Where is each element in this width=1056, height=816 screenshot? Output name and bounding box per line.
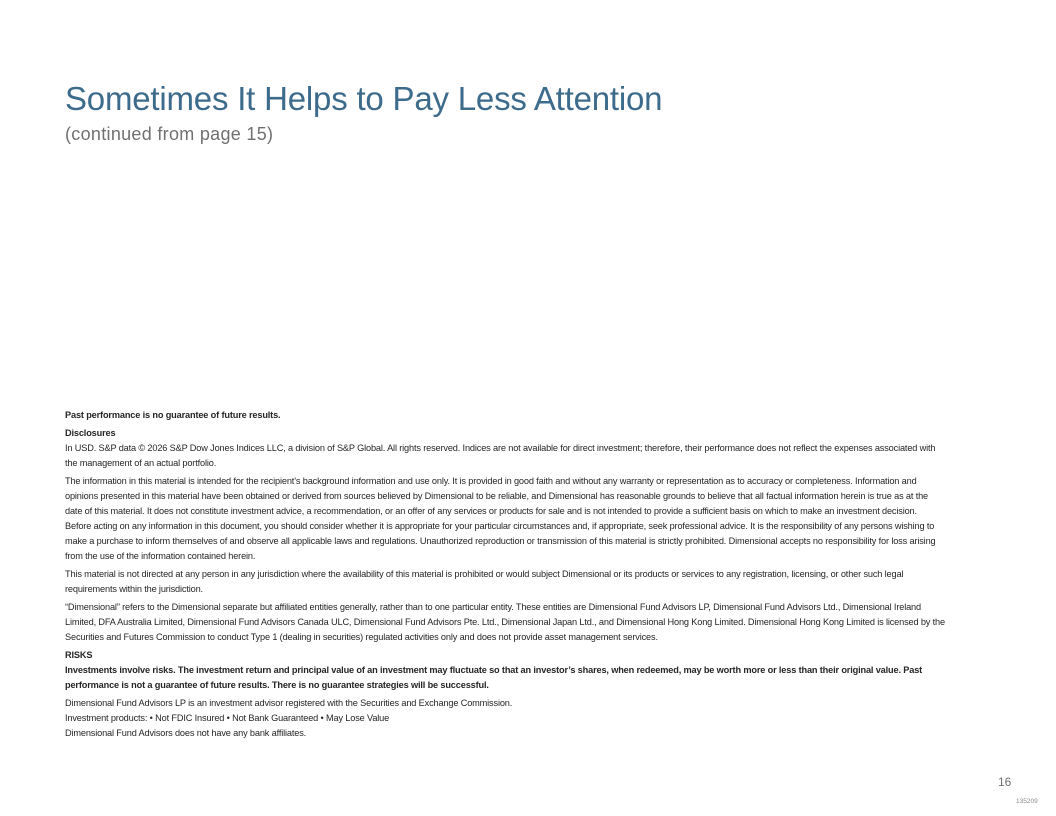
- risks-heading: RISKS: [65, 650, 93, 660]
- information-notice-text: The information in this material is intended for the recipient’s background information and use only. It is provided in good faith and without any warranty or representation as to accuracy or completeness. Information and opinions presented in this material have been obtained or derived from sources believed by Dimensional to be reliable, and Dimensional has reasonable grounds to believe that all factual information herein is true as at the date of this material. It does not constitute investment advice, a recommendation, or an offer of any services or products for sale and is not intended to provide a sufficient basis on which to make an investment decision. Before acting on any information in this document, you should consider whether it is appropriate for your particular circumstances and, if appropriate, seek professional advice. It is the responsibility of any persons wishing to make a purchase to inform themselves of and observe all applicable laws and regulations. Unauthorized reproduction or transmission of this material is strictly prohibited. Dimensional accepts no responsibility for loss arising from the use of the information contained herein.: [65, 476, 936, 561]
- data-source-text: In USD. S&P data © 2026 S&P Dow Jones Indices LLC, a division of S&P Global. All rights reserved. Indices are not available for direct investment; therefore, their performance does not reflect the expenses associated with the management of an actual portfolio.: [65, 443, 936, 468]
- disclosures-heading: Disclosures: [65, 428, 116, 438]
- past-performance-notice: Past performance is no guarantee of future results.: [65, 410, 281, 420]
- investment-products-text: Investment products: • Not FDIC Insured • Not Bank Guaranteed • May Lose Value: [65, 713, 390, 723]
- entities-text: “Dimensional” refers to the Dimensional separate but affiliated entities generally, rather than to one particular entity. These entities are Dimensional Fund Advisors LP, Dimensional Fund Advisors Ltd., Dimensional Ireland Limited, DFA Australia Limited, Dimensional Fund Advisors Canada ULC, Dimensional Fund Advisors Pte. Ltd., Dimensional Japan Ltd., and Dimensional Hong Kong Limited. Dimensional Hong Kong Limited is licensed by the Securities and Futures Commission to conduct Type 1 (dealing in securities) regulated activities only and does not provide asset management services.: [65, 602, 945, 642]
- page-number: 16: [998, 775, 1012, 789]
- registration-text: Dimensional Fund Advisors LP is an investment advisor registered with the Securities and Exchange Commission.: [65, 698, 513, 708]
- risks-text: Investments involve risks. The investment return and principal value of an investment may fluctuate so that an investor’s shares, when redeemed, may be worth more or less than their original value. Past performance is not a guarantee of future results. There is no guarantee strategies will be successful.: [65, 665, 923, 690]
- jurisdiction-text: This material is not directed at any person in any jurisdiction where the availability of this material is prohibited or would subject Dimensional or its products or services to any registration, licensing, or other such legal requirements within the jurisdiction.: [65, 569, 904, 594]
- page-title: Sometimes It Helps to Pay Less Attention: [65, 80, 663, 117]
- document-code: 135209: [1016, 798, 1038, 805]
- bank-affiliates-text: Dimensional Fund Advisors does not have any bank affiliates.: [65, 728, 307, 738]
- disclosures-section: [65, 408, 945, 744]
- page-subtitle: (continued from page 15): [65, 124, 274, 144]
